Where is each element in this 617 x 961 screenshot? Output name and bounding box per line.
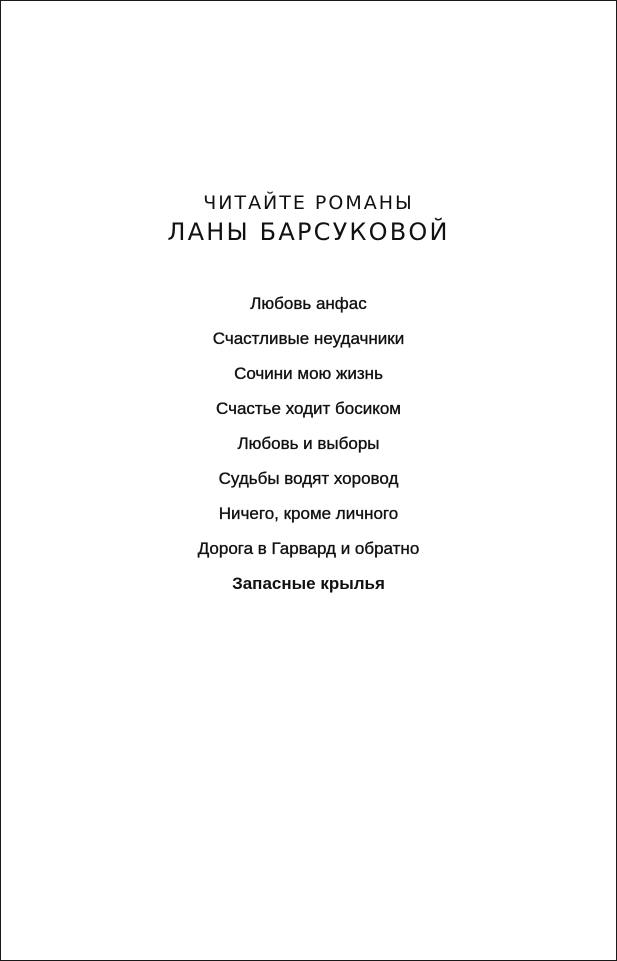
book-title: Ничего, кроме личного bbox=[218, 504, 399, 523]
page-heading-line-1: ЧИТАЙТЕ РОМАНЫ bbox=[203, 192, 414, 214]
book-list bbox=[1, 289, 616, 604]
book-title-current: Запасные крылья bbox=[232, 574, 385, 593]
book-title: Любовь и выборы bbox=[237, 434, 380, 453]
book-title: Сочини мою жизнь bbox=[234, 364, 383, 383]
book-title: Любовь анфас bbox=[250, 294, 367, 313]
book-title: Дорога в Гарвард и обратно bbox=[197, 539, 420, 558]
book-title: Судьбы водят хоровод bbox=[218, 469, 399, 488]
book-title: Счастливые неудачники bbox=[212, 329, 405, 348]
book-title: Счастье ходит босиком bbox=[216, 399, 401, 418]
page-heading-line-2: ЛАНЫ БАРСУКОВОЙ bbox=[167, 218, 450, 246]
